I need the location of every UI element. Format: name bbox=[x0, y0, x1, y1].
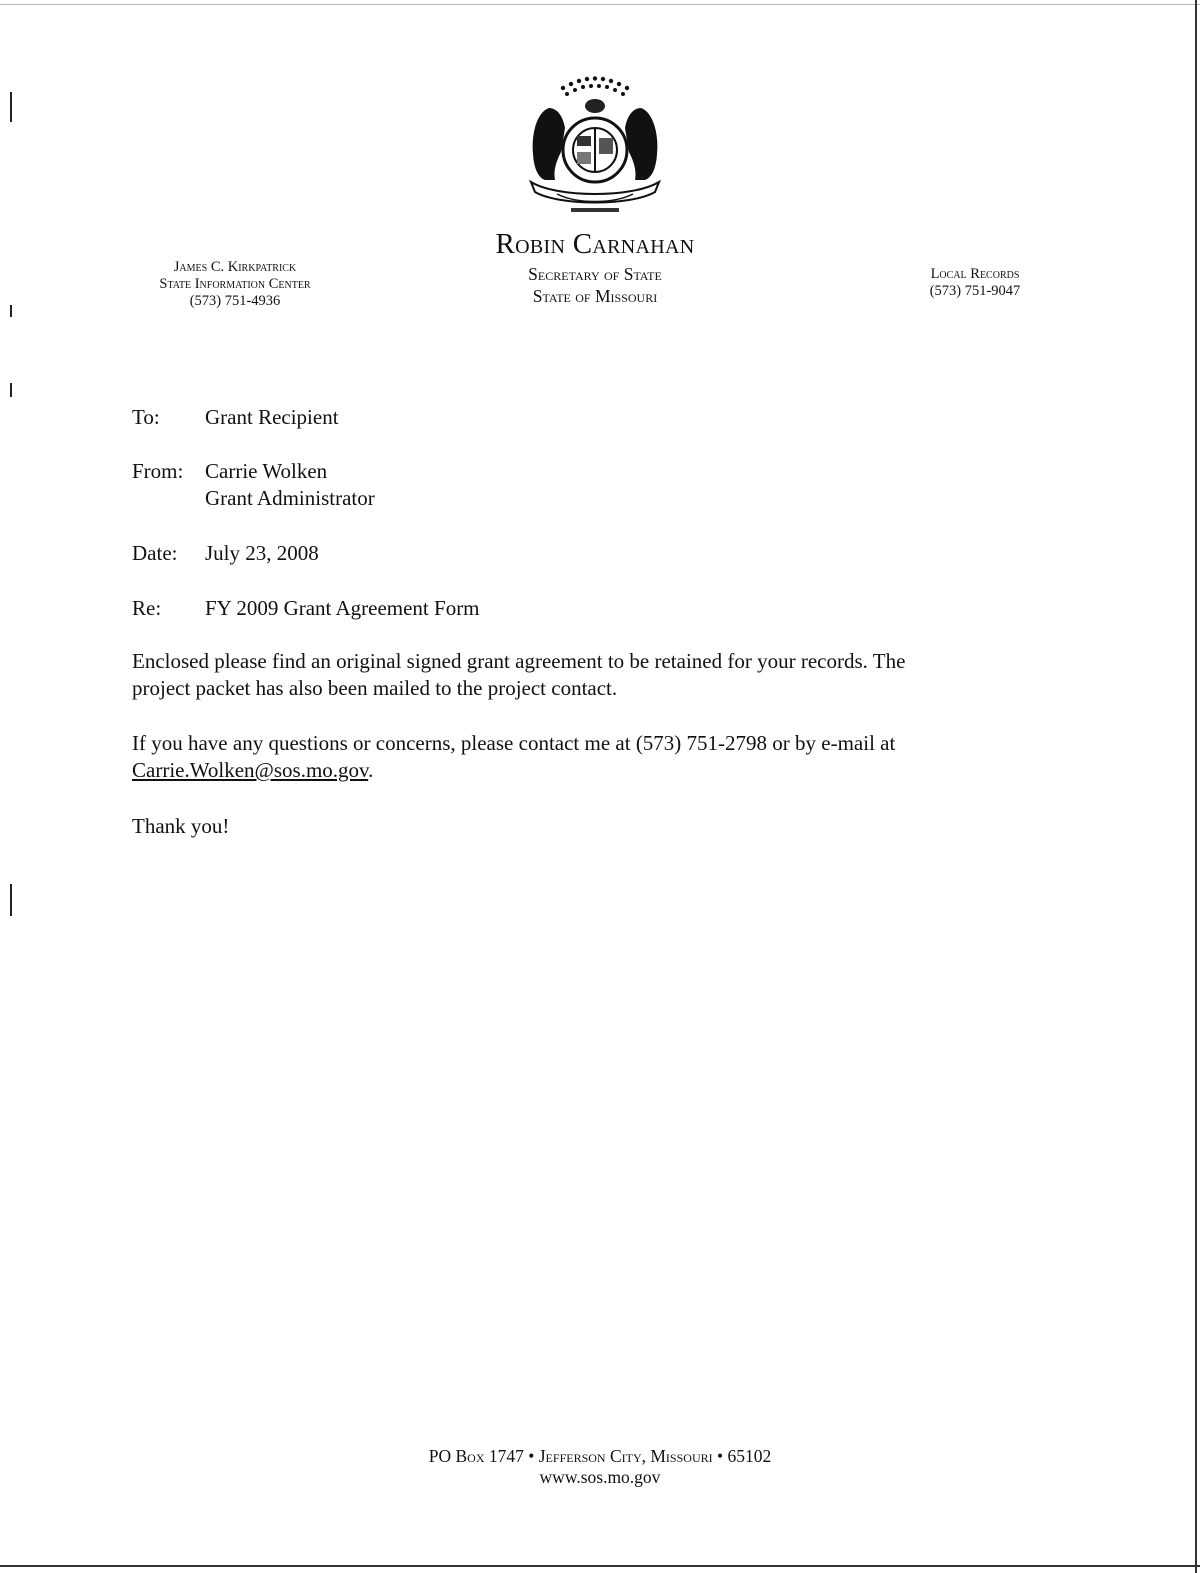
left-person: James C. Kirkpatrick bbox=[173, 259, 297, 275]
page-top-edge bbox=[0, 4, 1200, 5]
to-label: To: bbox=[132, 405, 160, 429]
footer-address-line: PO Box 1747 • Jefferson City, Missouri • 65102 bbox=[428, 1446, 772, 1466]
para2-line1: If you have any questions or concerns, please contact me at (573) 751-2798 or by e-mail at bbox=[132, 731, 896, 755]
scan-margin-mark bbox=[10, 92, 12, 122]
footer-website: www.sos.mo.gov bbox=[539, 1467, 661, 1487]
right-office: Local Records bbox=[930, 266, 1020, 282]
letterhead-right-block bbox=[880, 266, 1070, 300]
scan-margin-mark bbox=[10, 383, 12, 397]
memo-from bbox=[132, 458, 375, 512]
closing-text: Thank you! bbox=[132, 814, 230, 838]
memo-re bbox=[132, 595, 480, 622]
para1-line2: project packet has also been mailed to the project contact. bbox=[132, 676, 618, 700]
re-label: Re: bbox=[132, 596, 162, 620]
body-paragraph-2 bbox=[132, 730, 1032, 784]
body-paragraph-1 bbox=[132, 648, 1032, 702]
letterhead-left-block bbox=[100, 259, 370, 310]
letterhead-name: Robin Carnahan bbox=[495, 228, 695, 260]
memo-date bbox=[132, 540, 319, 567]
page-bottom-edge bbox=[0, 1565, 1200, 1567]
memo-to bbox=[132, 404, 339, 431]
from-title: Grant Administrator bbox=[205, 486, 375, 510]
date-label: Date: bbox=[132, 541, 178, 565]
email-link[interactable]: Carrie.Wolken@sos.mo.gov bbox=[132, 758, 369, 782]
para1-line1: Enclosed please find an original signed grant agreement to be retained for your records. The bbox=[132, 649, 906, 673]
re-value: FY 2009 Grant Agreement Form bbox=[205, 596, 480, 620]
left-office: State Information Center bbox=[159, 276, 311, 292]
date-value: July 23, 2008 bbox=[205, 541, 319, 565]
left-phone: (573) 751-4936 bbox=[189, 293, 281, 309]
letterhead-state: State of Missouri bbox=[532, 286, 658, 306]
email-suffix: . bbox=[368, 758, 374, 782]
missouri-state-seal-icon bbox=[527, 74, 663, 220]
page-right-edge bbox=[1195, 0, 1197, 1573]
letterhead-title: Secretary of State bbox=[528, 264, 662, 284]
to-value: Grant Recipient bbox=[205, 405, 339, 429]
from-label: From: bbox=[132, 459, 184, 483]
from-name: Carrie Wolken bbox=[205, 459, 328, 483]
footer-address bbox=[300, 1446, 900, 1488]
scan-margin-mark bbox=[10, 305, 12, 317]
scan-margin-mark bbox=[10, 884, 12, 916]
right-phone: (573) 751-9047 bbox=[929, 283, 1021, 299]
